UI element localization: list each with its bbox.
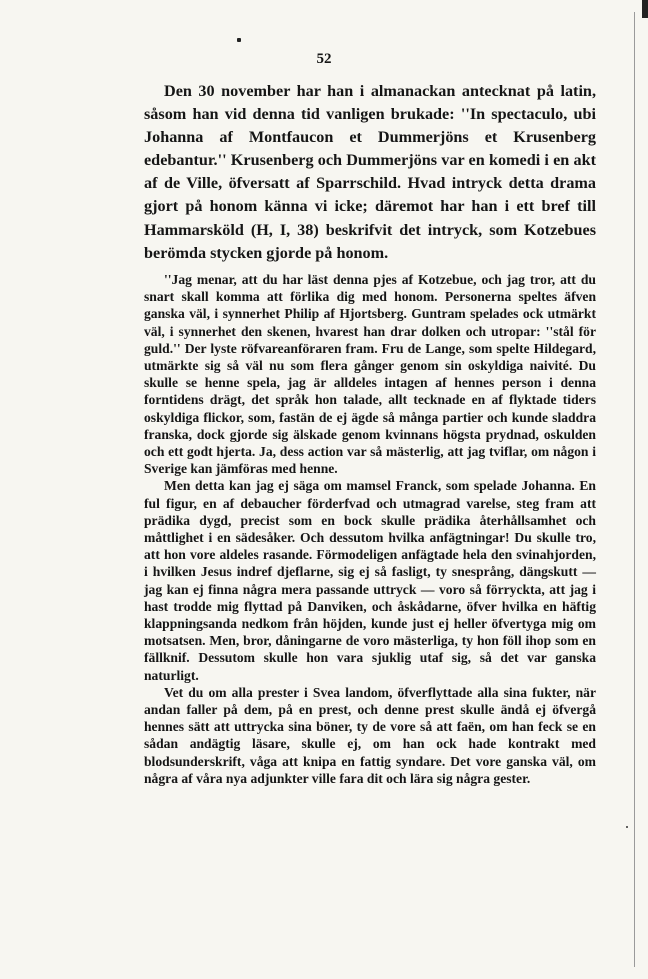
page-edge-line bbox=[634, 12, 635, 967]
ink-speck bbox=[237, 38, 241, 42]
quote-paragraph: ''Jag menar, att du har läst denna pjes af Kotzebue, och jag tror, att du snart skall komma att förlika dig med honom. Personerna speltes äfven ganska väl, i synnerhet Philip af Hjortsberg. Guntram spelades ock utmärkt väl, i synnerhet den skenen, hvarest han drar dolken och utropar: ''stål för guld.'' Der lyste röfvareanföraren fram. Fru de Lange, som spelte Hildegard, utmärkte sig så väl nu som flera gånger genom sin oskyldiga naivité. Du skulle se henne spela, jag är alldeles intagen af hennes person i denna forntidens drägt, det språk hon talade, allt tecknade en af flyktade tiders oskyldiga flickor, som, fastän de ej ägde så många partier och kunde sladdra franska, dock gjorde sig älskade genom kvinnans högsta prydnad, oskulden och ett godt hjerta. Ja, dess action var så mästerlig, att jag tviflar, om någon i Sverige kan jämföras med henne. bbox=[144, 272, 596, 477]
scan-edge-mark bbox=[642, 0, 648, 18]
main-paragraph bbox=[144, 80, 596, 265]
quote-paragraph: Vet du om alla prester i Svea landom, öfverflyttade alla sina fukter, när andan faller på dem, på en prest, och denne prest skulle ändå ej öfvergå hennes sätt att uttrycka sina böner, ty de vore så att faën, om han feck se en sådan andägtig läsare, skulle ej, om han ock hade kontrakt med blodsunderskrift, våga att knipa en fattig syndare. Det vore ganska väl, om några af våra nya adjunkter ville fara dit och lära sig några gester. bbox=[144, 684, 596, 786]
quote-paragraph: Men detta kan jag ej säga om mamsel Franck, som spelade Johanna. En ful figur, en af debaucher förderfvad och utmagrad varelse, steg fram att prädika dygd, precist som en bock skulle prädika återhållsamhet och måttlighet i en sädesåker. Och dessutom hvilka anfägtningar! Du skulle tro, att hon vore aldeles rasande. Förmodeligen anfägtade hela den svinahjorden, i hvilken Jesus indref djeflarne, sig ej så fasligt, ty snesprång, dängskutt — jag kan ej finna några mera passande uttryck — voro så förryckta, att jag i hast trodde mig flyttad på Danviken, och åskådarne, öfver hvilka en häftig klappningsanda nedkom från höjden, kunde just ej heller öfvertyga mig om motsatsen. Men, bror, dåningarne de voro mästerliga, ty hon föll ihop som en fällknif. Dessutom skulle hon vara sjuklig utaf sig, så det var ganska naturligt. bbox=[144, 478, 596, 683]
paragraph: Den 30 november har han i almanackan antecknat på latin, såsom han vid denna tid vanligen brukade: ''In spectaculo, ubi Johanna af Montfaucon et Dummerjöns et Krusenberg edebantur.'' Krusenberg och Dummerjöns var en komedi i en akt af de Ville, öfversatt af Sparrschild. Hvad intryck detta drama gjort på honom känna vi icke; däremot har han i ett bref till Hammarsköld (H, I, 38) beskrifvit det intryck, som Kotzebues berömda stycken gjorde på honom. bbox=[144, 82, 596, 262]
page-number: 52 bbox=[316, 51, 332, 67]
quoted-letter bbox=[144, 271, 596, 787]
ink-speck bbox=[626, 826, 628, 828]
